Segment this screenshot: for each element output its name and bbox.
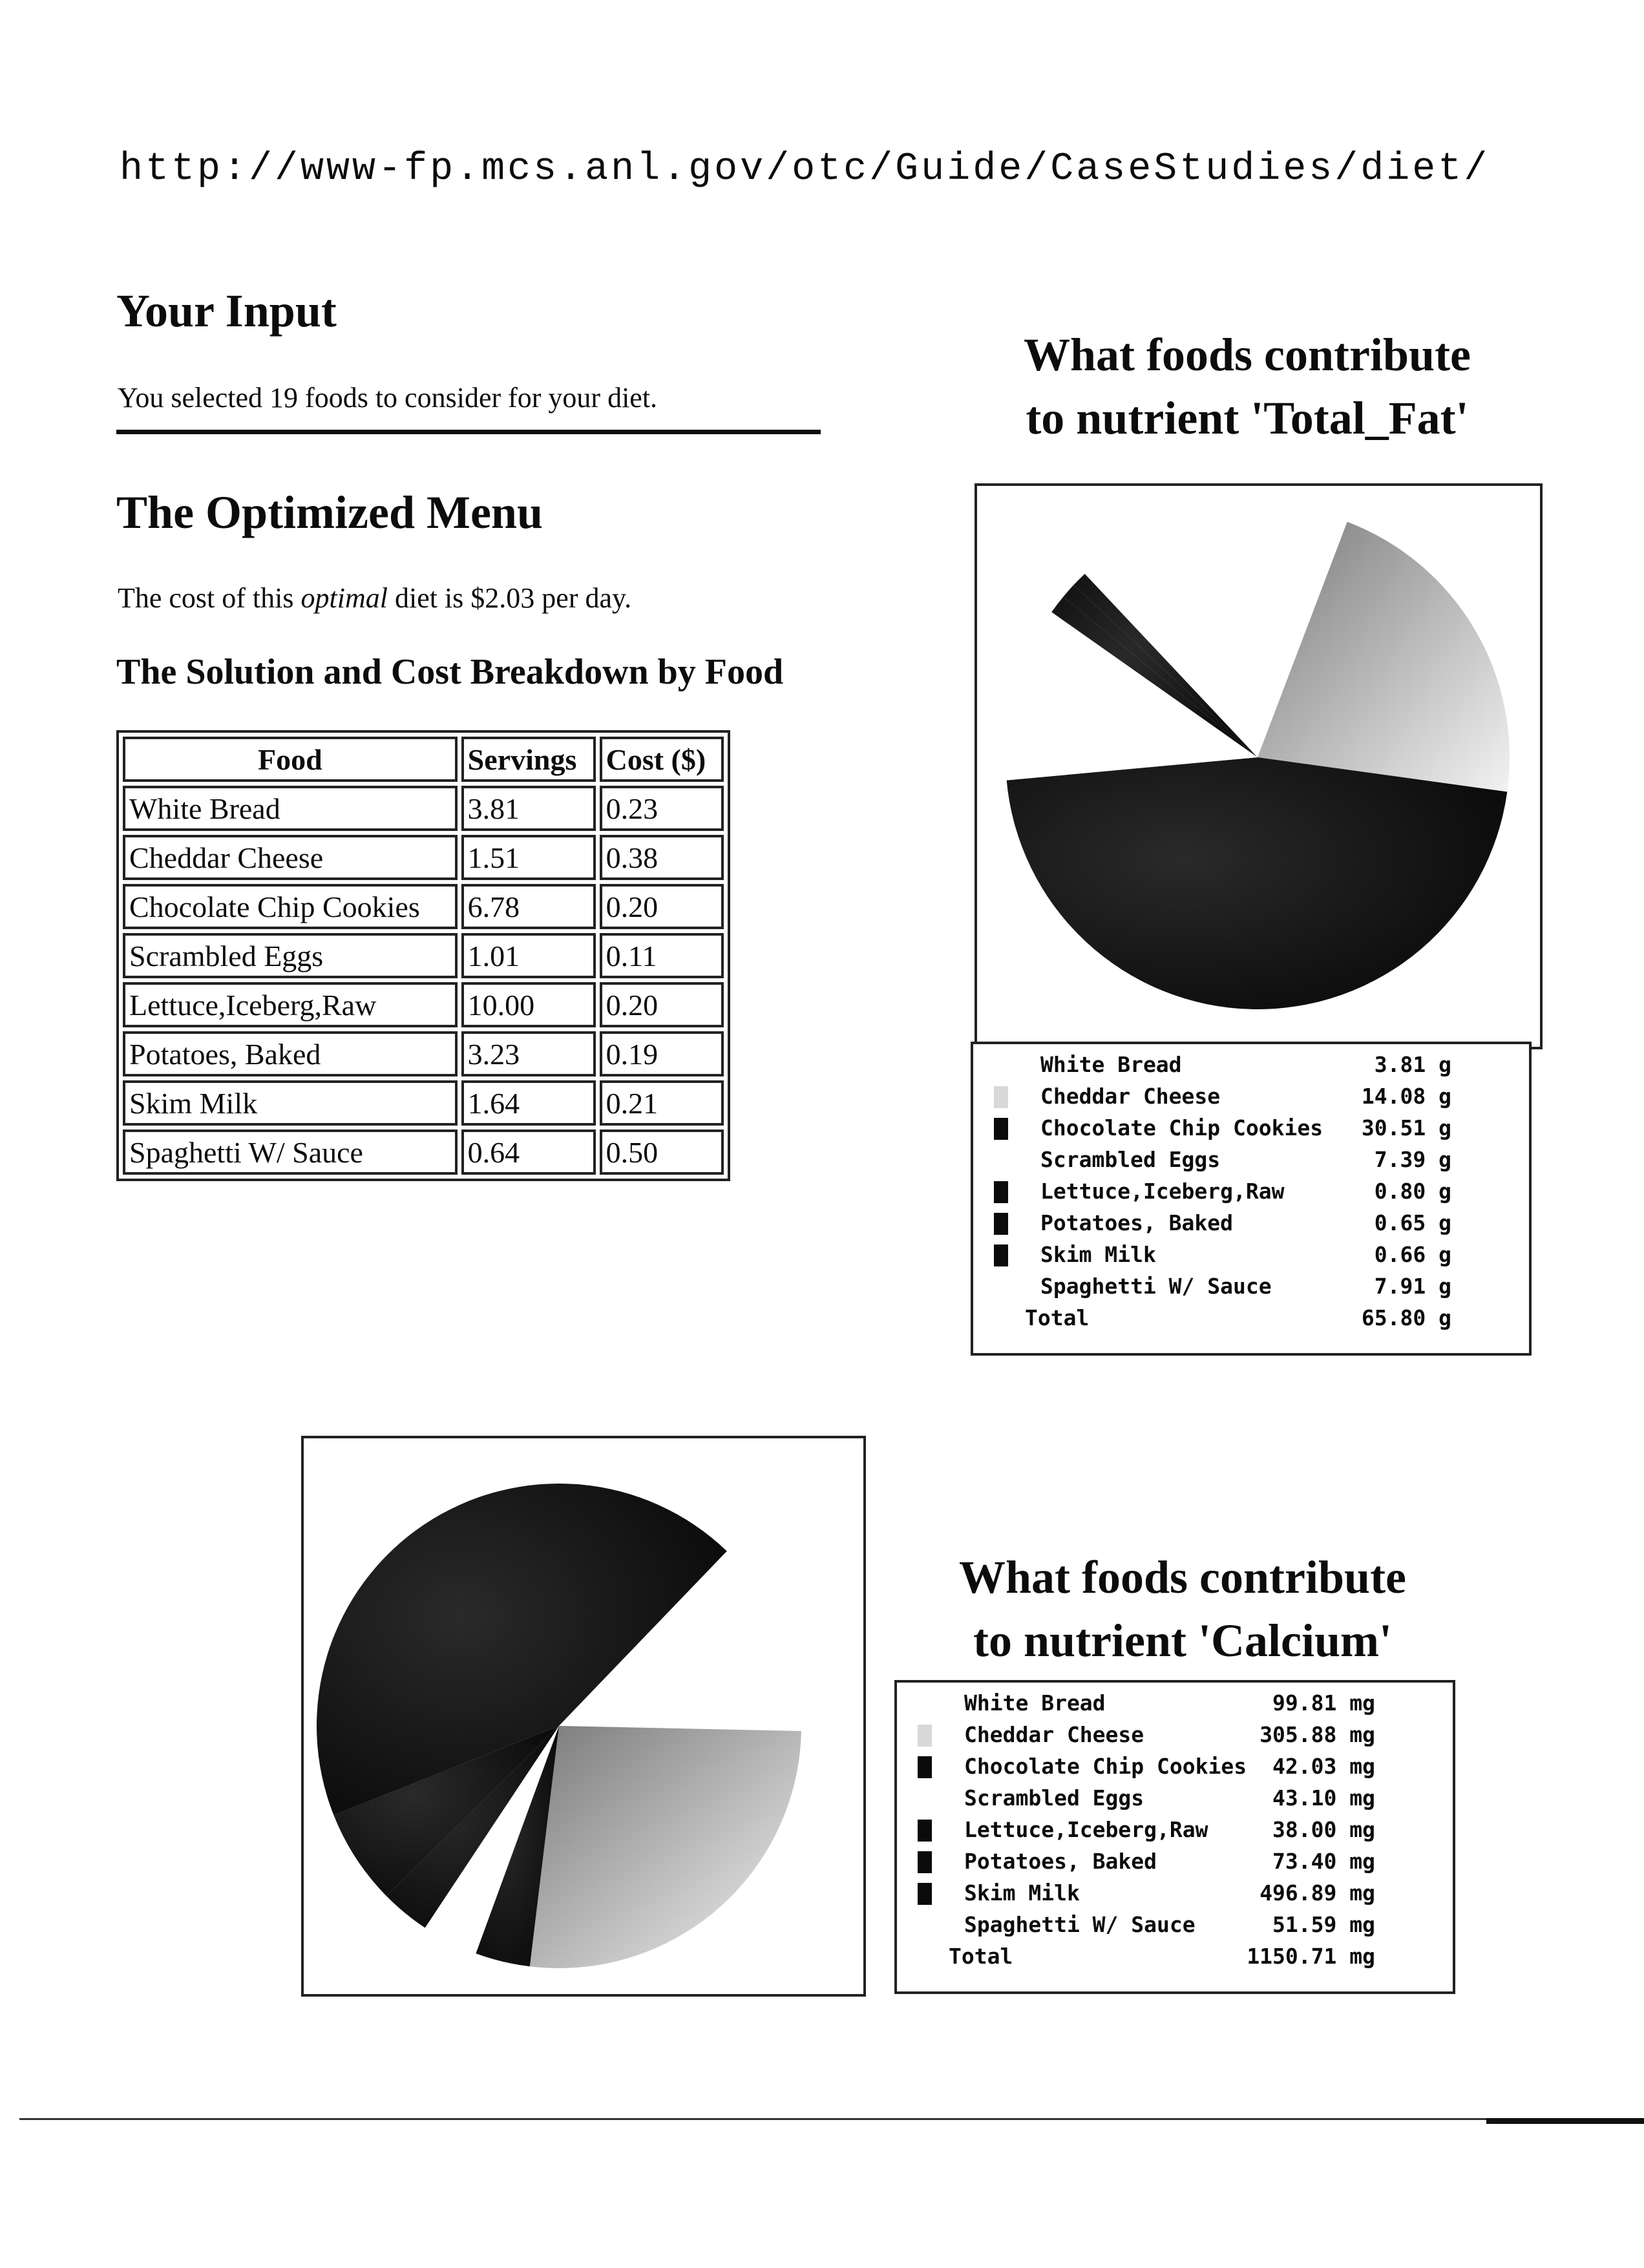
legend-label: Lettuce,Iceberg,Raw (1040, 1179, 1285, 1204)
table-row (123, 933, 724, 978)
legend-value: 496.89 mg (1259, 1880, 1375, 1906)
legend-row (973, 1179, 1529, 1210)
legend-value: 0.80 g (1374, 1179, 1451, 1204)
legend-row (973, 1147, 1529, 1178)
fat-legend (971, 1042, 1532, 1356)
calcium-pie-box (301, 1436, 866, 1997)
calcium-legend (894, 1680, 1455, 1994)
cell-servings: 0.64 (461, 1129, 596, 1175)
table-row (123, 1129, 724, 1175)
legend-swatch (918, 1851, 932, 1873)
legend-label: Potatoes, Baked (964, 1849, 1157, 1874)
legend-swatch (918, 1725, 932, 1747)
legend-total-label: Total (949, 1944, 1013, 1969)
calcium-pie-chart (304, 1438, 863, 1994)
cell-food: Scrambled Eggs (123, 933, 458, 978)
cell-food: White Bread (123, 786, 458, 831)
cell-cost: 0.20 (600, 982, 724, 1027)
cell-food: Lettuce,Iceberg,Raw (123, 982, 458, 1027)
legend-row (973, 1274, 1529, 1305)
your-input-heading: Your Input (116, 285, 337, 337)
cell-servings: 1.64 (461, 1080, 596, 1126)
pie-slice (530, 1726, 801, 1968)
legend-value: 3.81 g (1374, 1052, 1451, 1077)
fat-pie-box (975, 483, 1543, 1049)
legend-value: 7.39 g (1374, 1147, 1451, 1172)
cell-cost: 0.19 (600, 1031, 724, 1076)
legend-value: 38.00 mg (1272, 1817, 1375, 1842)
pie-slice (1007, 757, 1508, 1009)
table-header-row (123, 737, 724, 782)
legend-total-label: Total (1025, 1305, 1090, 1330)
legend-label: Spaghetti W/ Sauce (1040, 1274, 1272, 1299)
cell-cost: 0.21 (600, 1080, 724, 1126)
calcium-chart-title (918, 1546, 1448, 1672)
cell-cost: 0.20 (600, 884, 724, 929)
table-row (123, 1031, 724, 1076)
legend-label: White Bread (1040, 1052, 1182, 1077)
legend-label: Spaghetti W/ Sauce (964, 1912, 1196, 1937)
legend-row (973, 1210, 1529, 1241)
legend-row (897, 1722, 1453, 1753)
page-url: http://www-fp.mcs.anl.gov/otc/Guide/CaseStudies/diet/ (120, 147, 1490, 191)
footer-rule (19, 2118, 1644, 2120)
legend-swatch (918, 1756, 932, 1778)
calcium-title-line1: What foods contribute (958, 1551, 1406, 1603)
legend-label: Cheddar Cheese (1040, 1084, 1221, 1109)
legend-row (973, 1115, 1529, 1146)
cell-servings: 6.78 (461, 884, 596, 929)
legend-label: Lettuce,Iceberg,Raw (964, 1817, 1208, 1842)
cell-servings: 3.23 (461, 1031, 596, 1076)
cell-food: Spaghetti W/ Sauce (123, 1129, 458, 1175)
legend-row (897, 1849, 1453, 1880)
legend-value: 73.40 mg (1272, 1849, 1375, 1874)
cell-servings: 1.01 (461, 933, 596, 978)
legend-row (973, 1242, 1529, 1273)
legend-swatch (994, 1244, 1008, 1266)
fat-chart-title (982, 323, 1512, 450)
legend-swatch (918, 1820, 932, 1842)
legend-value: 42.03 mg (1272, 1754, 1375, 1779)
cost-prefix: The cost of this (118, 582, 301, 614)
cell-cost: 0.50 (600, 1129, 724, 1175)
legend-label: Skim Milk (964, 1880, 1080, 1906)
table-row (123, 982, 724, 1027)
calcium-title-line2: to nutrient 'Calcium' (973, 1615, 1392, 1666)
cell-servings: 1.51 (461, 835, 596, 880)
legend-label: White Bread (964, 1690, 1106, 1716)
legend-total-value: 1150.71 mg (1247, 1944, 1375, 1969)
legend-swatch (994, 1213, 1008, 1235)
fat-title-line2: to nutrient 'Total_Fat' (1026, 392, 1469, 444)
table-row (123, 1080, 724, 1126)
section-divider (116, 430, 821, 434)
legend-total-value: 65.80 g (1361, 1305, 1451, 1330)
legend-label: Scrambled Eggs (1040, 1147, 1221, 1172)
legend-value: 0.66 g (1374, 1242, 1451, 1267)
legend-value: 43.10 mg (1272, 1785, 1375, 1811)
fat-title-line1: What foods contribute (1023, 329, 1471, 381)
cost-suffix: diet is $2.03 per day. (387, 582, 632, 614)
cell-cost: 0.11 (600, 933, 724, 978)
cell-cost: 0.38 (600, 835, 724, 880)
legend-row (897, 1912, 1453, 1943)
cost-emphasis: optimal (300, 582, 388, 614)
legend-row (897, 1785, 1453, 1816)
cell-food: Potatoes, Baked (123, 1031, 458, 1076)
legend-value: 51.59 mg (1272, 1912, 1375, 1937)
legend-label: Cheddar Cheese (964, 1722, 1144, 1747)
header-food: Food (123, 737, 458, 782)
cell-servings: 10.00 (461, 982, 596, 1027)
legend-label: Chocolate Chip Cookies (964, 1754, 1247, 1779)
legend-label: Skim Milk (1040, 1242, 1156, 1267)
cell-food: Cheddar Cheese (123, 835, 458, 880)
legend-label: Potatoes, Baked (1040, 1210, 1234, 1235)
cell-food: Skim Milk (123, 1080, 458, 1126)
breakdown-heading: The Solution and Cost Breakdown by Food (116, 652, 784, 692)
legend-value: 305.88 mg (1259, 1722, 1375, 1747)
solution-table (116, 730, 730, 1181)
legend-row (973, 1084, 1529, 1115)
legend-value: 7.91 g (1374, 1274, 1451, 1299)
legend-total-row (897, 1944, 1453, 1975)
legend-swatch (994, 1118, 1008, 1140)
legend-label: Chocolate Chip Cookies (1040, 1115, 1323, 1140)
legend-row (897, 1880, 1453, 1911)
legend-value: 14.08 g (1361, 1084, 1451, 1109)
legend-row (897, 1690, 1453, 1721)
legend-total-row (973, 1305, 1529, 1336)
legend-swatch (918, 1883, 932, 1905)
legend-label: Scrambled Eggs (964, 1785, 1144, 1811)
legend-swatch (994, 1086, 1008, 1108)
optimized-menu-heading: The Optimized Menu (116, 487, 543, 538)
header-cost: Cost ($) (600, 737, 724, 782)
table-row (123, 884, 724, 929)
legend-value: 30.51 g (1361, 1115, 1451, 1140)
table-row (123, 835, 724, 880)
legend-value: 0.65 g (1374, 1210, 1451, 1235)
fat-pie-chart (977, 486, 1540, 1047)
legend-row (973, 1052, 1529, 1083)
legend-row (897, 1817, 1453, 1848)
legend-value: 99.81 mg (1272, 1690, 1375, 1716)
input-summary-text: You selected 19 foods to consider for your diet. (118, 382, 658, 414)
cell-food: Chocolate Chip Cookies (123, 884, 458, 929)
legend-row (897, 1754, 1453, 1785)
header-servings: Servings (461, 737, 596, 782)
cost-text (118, 582, 631, 614)
cell-cost: 0.23 (600, 786, 724, 831)
legend-swatch (994, 1181, 1008, 1203)
table-row (123, 786, 724, 831)
cell-servings: 3.81 (461, 786, 596, 831)
footer-rule-thick (1486, 2118, 1644, 2124)
